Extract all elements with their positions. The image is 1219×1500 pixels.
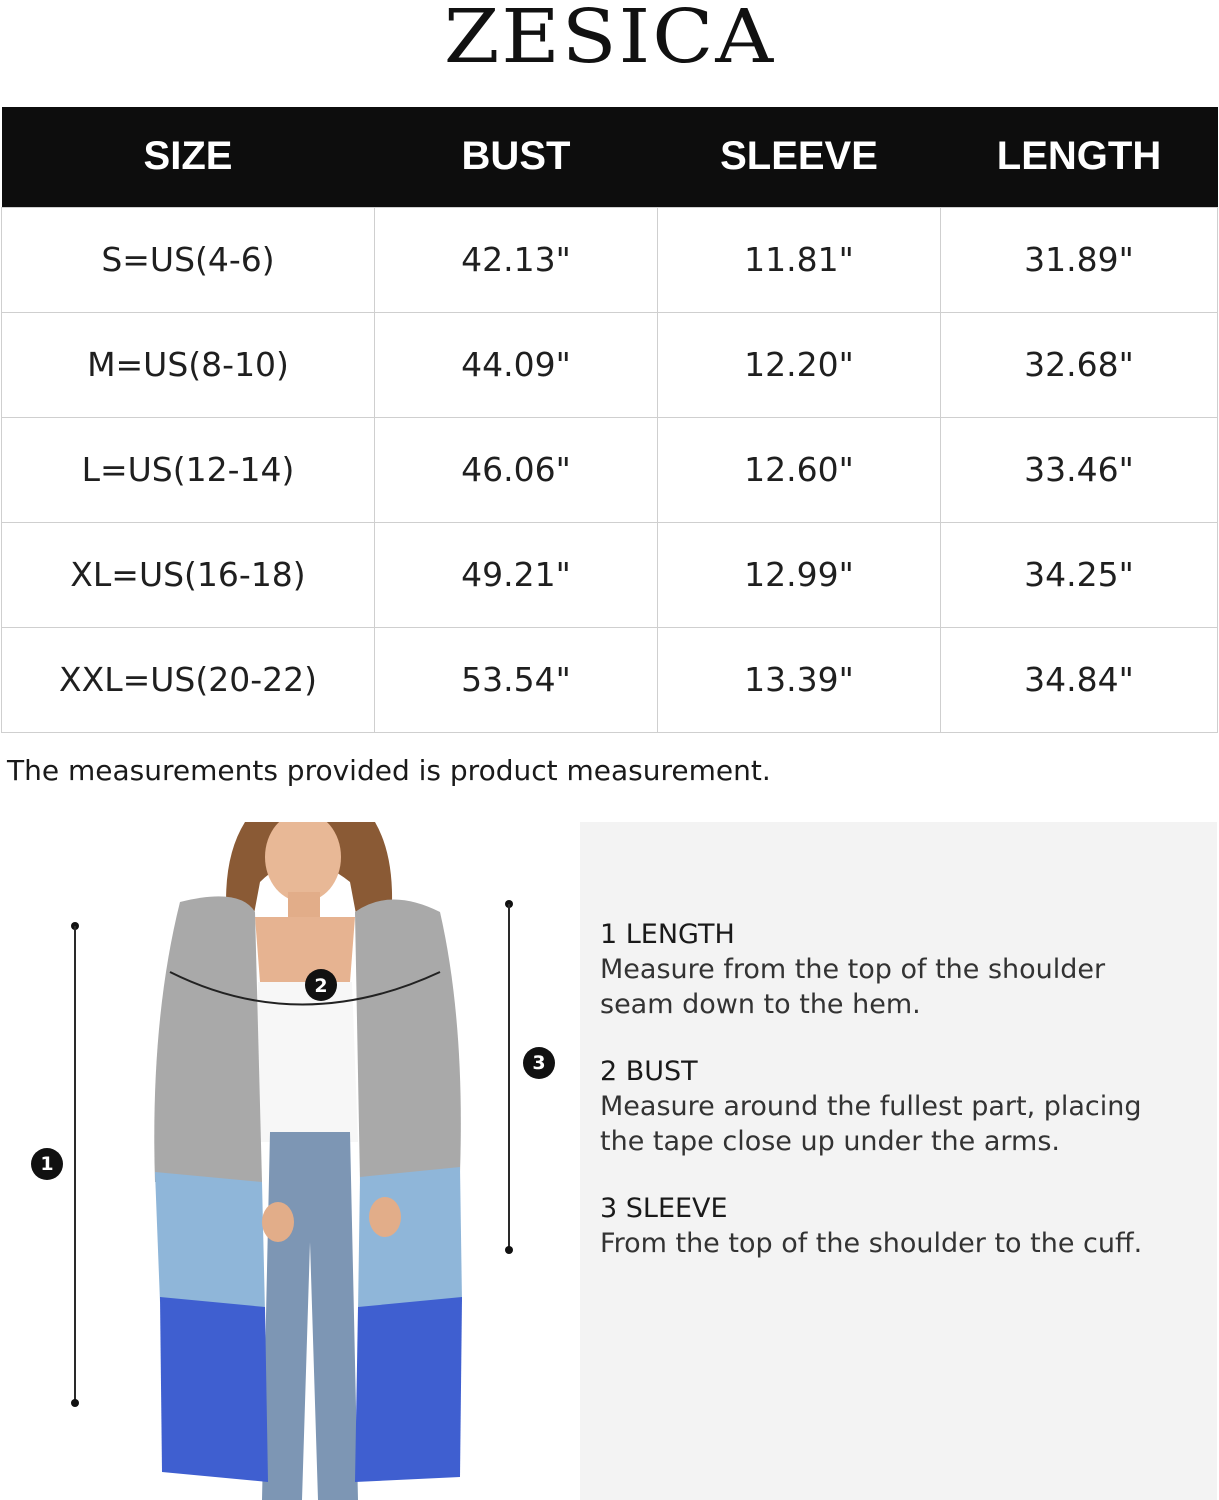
step-title: 1 LENGTH [600, 919, 735, 950]
guide-step-bust [600, 1055, 1142, 1159]
sleeve-line-bottom-dot [505, 1246, 513, 1254]
measuring-guide-panel [580, 822, 1217, 1500]
cell-sleeve: 11.81" [658, 207, 941, 312]
table-row [2, 522, 1218, 627]
step-description: Measure from the top of the shoulder seam down to the hem. [600, 954, 1106, 1020]
cell-size: S=US(4-6) [2, 207, 375, 312]
header-size: SIZE [2, 107, 375, 207]
length-line-bottom-dot [71, 1399, 79, 1407]
measurement-photo [0, 822, 580, 1500]
cell-size: XXL=US(20-22) [2, 627, 375, 732]
header-bust: BUST [375, 107, 658, 207]
cell-sleeve: 12.20" [658, 312, 941, 417]
cell-bust: 44.09" [375, 312, 658, 417]
cell-length: 32.68" [941, 312, 1218, 417]
cell-sleeve: 12.60" [658, 417, 941, 522]
measurement-note: The measurements provided is product measurement. [7, 754, 771, 787]
table-row [2, 312, 1218, 417]
header-sleeve: SLEEVE [658, 107, 941, 207]
step-title: 3 SLEEVE [600, 1193, 728, 1224]
cell-size: XL=US(16-18) [2, 522, 375, 627]
cell-length: 31.89" [941, 207, 1218, 312]
length-measure-line [74, 926, 76, 1402]
cell-size: M=US(8-10) [2, 312, 375, 417]
step-description: Measure around the fullest part, placing the tape close up under the arms. [600, 1091, 1142, 1157]
table-row [2, 627, 1218, 732]
table-row [2, 207, 1218, 312]
bust-badge-label: 2 [314, 975, 328, 997]
cell-bust: 49.21" [375, 522, 658, 627]
cell-sleeve: 13.39" [658, 627, 941, 732]
size-chart-table [1, 107, 1218, 733]
sleeve-measure-line [508, 904, 510, 1250]
step-description: From the top of the shoulder to the cuff. [600, 1228, 1143, 1259]
brand-logo: ZESICA [443, 0, 776, 80]
cell-bust: 53.54" [375, 627, 658, 732]
cell-length: 34.25" [941, 522, 1218, 627]
table-header-row [2, 107, 1218, 207]
cell-length: 34.84" [941, 627, 1218, 732]
step-title: 2 BUST [600, 1056, 698, 1087]
table-row [2, 417, 1218, 522]
guide-step-length [600, 918, 1105, 1022]
cell-length: 33.46" [941, 417, 1218, 522]
guide-step-sleeve [600, 1192, 1142, 1261]
cell-bust: 42.13" [375, 207, 658, 312]
sleeve-badge: 3 [523, 1047, 555, 1079]
model-wearing-cardigan-illustration [150, 822, 480, 1500]
cell-size: L=US(12-14) [2, 417, 375, 522]
cell-sleeve: 12.99" [658, 522, 941, 627]
cell-bust: 46.06" [375, 417, 658, 522]
length-badge: 1 [31, 1148, 63, 1180]
header-length: LENGTH [941, 107, 1218, 207]
